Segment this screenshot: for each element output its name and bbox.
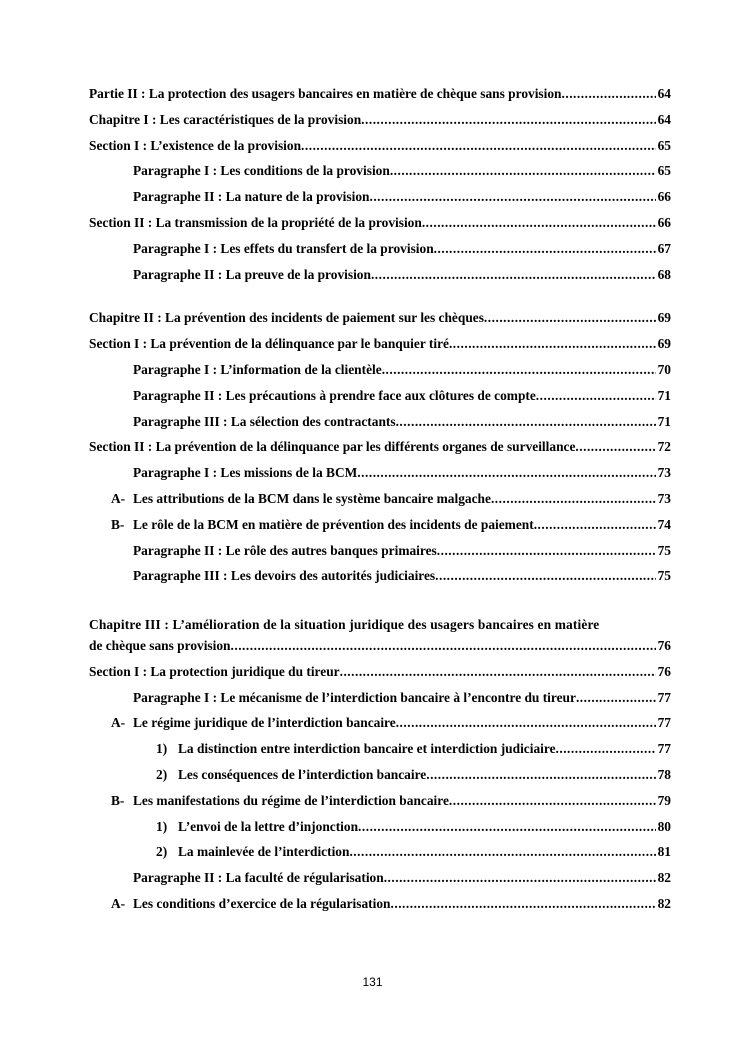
toc-entry-title: Partie II : La protection des usagers bancaires en matière de chèque sans provision [89,86,562,101]
toc-entry[interactable] [89,215,671,241]
toc-entry-title [111,793,449,809]
toc-page-number: 66 [657,189,671,205]
toc-entry-title: Paragraphe I : Le mécanisme de l’interdiction bancaire à l’encontre du tireur [133,689,576,705]
toc-entry-text: Le rôle de la BCM en matière de prévention des incidents de paiement [133,516,534,532]
list-marker: 1) [156,818,168,834]
toc-page-number: 72 [657,439,671,455]
toc-entry-title: de chèque sans provision [89,637,231,653]
dot-leader [371,267,656,283]
toc-entry-title: Paragraphe II : La faculté de régularisation [133,870,384,886]
toc-page-number: 74 [657,516,671,532]
toc-entry-text: La mainlevée de l’interdiction [178,844,350,860]
toc-entry-text: Les manifestations du régime de l’interdiction bancaire [133,792,449,808]
toc-entry[interactable] [89,388,671,414]
dot-leader [382,362,656,378]
toc-entry-title: Chapitre II : La prévention des incidents de paiement sur les chèques [89,310,484,326]
toc-page-number: 80 [657,818,671,834]
toc-page-number: 68 [657,266,671,282]
toc-entry-text: La distinction entre interdiction bancaire et interdiction judiciaire [178,741,556,757]
toc-page-number: 82 [657,870,671,886]
dot-leader [449,793,656,809]
toc-entry-title: Paragraphe I : Les effets du transfert de la provision [133,240,434,256]
list-marker: B- [111,516,125,532]
toc-page-number: 76 [657,637,671,653]
dot-leader [536,388,656,404]
dot-leader [361,112,655,128]
toc-entry[interactable] [89,112,671,138]
toc-entry[interactable] [89,715,671,741]
toc-entry-title: Section I : La protection juridique du tireur [89,663,340,679]
toc-entry-title [111,715,396,731]
list-marker: 2) [156,766,168,782]
toc-entry[interactable] [89,741,671,767]
toc-entry[interactable] [89,568,671,594]
toc-entry[interactable] [89,310,671,336]
toc-entry[interactable] [89,896,671,922]
toc-page-number: 65 [657,163,671,179]
table-of-contents [89,86,671,922]
toc-page-number: 73 [657,465,671,481]
toc-entry-title: Paragraphe II : La nature de la provision [133,189,370,205]
toc-page-number: 79 [657,792,671,808]
dot-leader [491,491,656,507]
toc-entry-text: Les attributions de la BCM dans le système bancaire malgache [133,490,491,506]
dot-leader [484,310,656,326]
dot-leader [340,664,656,680]
dot-leader [434,241,656,257]
toc-entry-title: Section II : La transmission de la propriété de la provision [89,214,422,230]
toc-entry[interactable] [89,844,671,870]
toc-page-number: 69 [657,310,671,326]
toc-page-number: 76 [657,663,671,679]
toc-entry[interactable] [89,336,671,362]
toc-entry[interactable] [89,664,671,690]
list-marker: A- [111,715,126,731]
toc-entry-title: Paragraphe II : La preuve de la provision [133,266,371,282]
toc-entry-title: Section I : L’existence de la provision [89,137,302,153]
toc-entry-title: Paragraphe III : La sélection des contractants [133,413,396,429]
toc-entry-title [156,819,358,835]
toc-page-number: 82 [657,895,671,911]
toc-entry-title: Paragraphe I : L’information de la clientèle [133,361,382,377]
toc-entry[interactable] [89,439,671,465]
toc-entry-text: Le régime juridique de l’interdiction bancaire [133,715,396,731]
toc-page-number: 75 [657,568,671,584]
toc-entry-title: Paragraphe I : Les conditions de la provision [133,163,390,179]
dot-leader [369,189,655,205]
toc-page-number: 77 [657,715,671,731]
toc-page-number: 64 [657,86,671,101]
toc-entry[interactable] [89,414,671,440]
dot-leader [562,86,656,102]
toc-entry[interactable] [89,86,671,112]
toc-page-number: 65 [657,137,671,153]
dot-leader [391,896,656,912]
toc-page-number: 71 [657,413,671,429]
toc-page-number: 71 [657,387,671,403]
toc-entry-title: Paragraphe I : Les missions de la BCM [133,465,358,481]
toc-entry-title [156,844,349,860]
list-marker: B- [111,792,125,808]
dot-leader [349,844,655,860]
dot-leader [576,690,656,706]
toc-entry[interactable] [89,767,671,793]
toc-entry[interactable] [89,543,671,569]
toc-entry-title: Paragraphe II : Les précautions à prendre face aux clôtures de compte [133,387,536,403]
list-marker: A- [111,490,126,506]
toc-entry[interactable] [89,163,671,189]
toc-entry[interactable] [89,690,671,716]
dot-leader [358,819,656,835]
toc-page-number: 66 [657,214,671,230]
toc-entry[interactable] [89,638,671,664]
toc-page-number: 77 [657,741,671,757]
dot-leader [556,741,656,757]
toc-page-number: 70 [657,361,671,377]
dot-leader [390,163,656,179]
dot-leader [396,414,656,430]
toc-entry[interactable] [89,819,671,845]
dot-leader [575,439,655,455]
dot-leader [301,138,656,154]
dot-leader [357,465,655,481]
toc-entry-title: Paragraphe II : Le rôle des autres banques primaires [133,542,437,558]
toc-page-number: 73 [657,490,671,506]
toc-page-number: 75 [657,542,671,558]
toc-entry-text: Les conditions d’exercice de la régularisation [133,895,391,911]
toc-entry-title: Chapitre I : Les caractéristiques de la provision [89,111,362,127]
toc-entry-title [156,741,556,757]
dot-leader [534,517,656,533]
toc-entry[interactable] [89,189,671,215]
toc-entry-title: Section I : La prévention de la délinquance par le banquier tiré [89,336,449,352]
toc-entry[interactable] [89,241,671,267]
dot-leader [437,543,656,559]
toc-page-number: 64 [657,111,671,127]
dot-leader [449,336,656,352]
dot-leader [435,568,655,584]
toc-entry[interactable] [89,793,671,819]
dot-leader [384,870,656,886]
toc-entry-title-line[interactable]: Chapitre III : L’amélioration de la situation juridique des usagers bancaires en matière [89,617,600,633]
toc-entry[interactable] [89,465,671,491]
toc-entry-title: Section II : La prévention de la délinquance par les différents organes de surveillance [89,439,576,455]
list-marker: 1) [156,741,168,757]
list-marker: A- [111,895,126,911]
toc-entry-title: Paragraphe III : Les devoirs des autorités judiciaires [133,568,436,584]
toc-entry[interactable] [89,267,671,293]
toc-page-number: 81 [657,844,671,860]
toc-entry-text: Les conséquences de l’interdiction bancaire [178,766,427,782]
toc-entry-title [111,896,391,912]
toc-page-number: 77 [657,689,671,705]
dot-leader [426,767,655,783]
toc-page-number: 69 [657,336,671,352]
page-number-footer: 131 [362,975,383,989]
toc-entry-title [111,517,534,533]
toc-entry[interactable] [89,517,671,543]
toc-entry[interactable] [89,138,671,164]
toc-entry-title [111,491,491,507]
toc-entry[interactable] [89,870,671,896]
toc-entry[interactable] [89,362,671,388]
toc-entry[interactable] [89,491,671,517]
toc-entry-text: L’envoi de la lettre d’injonction [178,818,359,834]
toc-page-number: 67 [657,240,671,256]
dot-leader [231,638,656,654]
toc-page-number: 78 [657,766,671,782]
list-marker: 2) [156,844,168,860]
toc-entry-title [156,767,426,783]
dot-leader [396,715,656,731]
dot-leader [422,215,656,231]
